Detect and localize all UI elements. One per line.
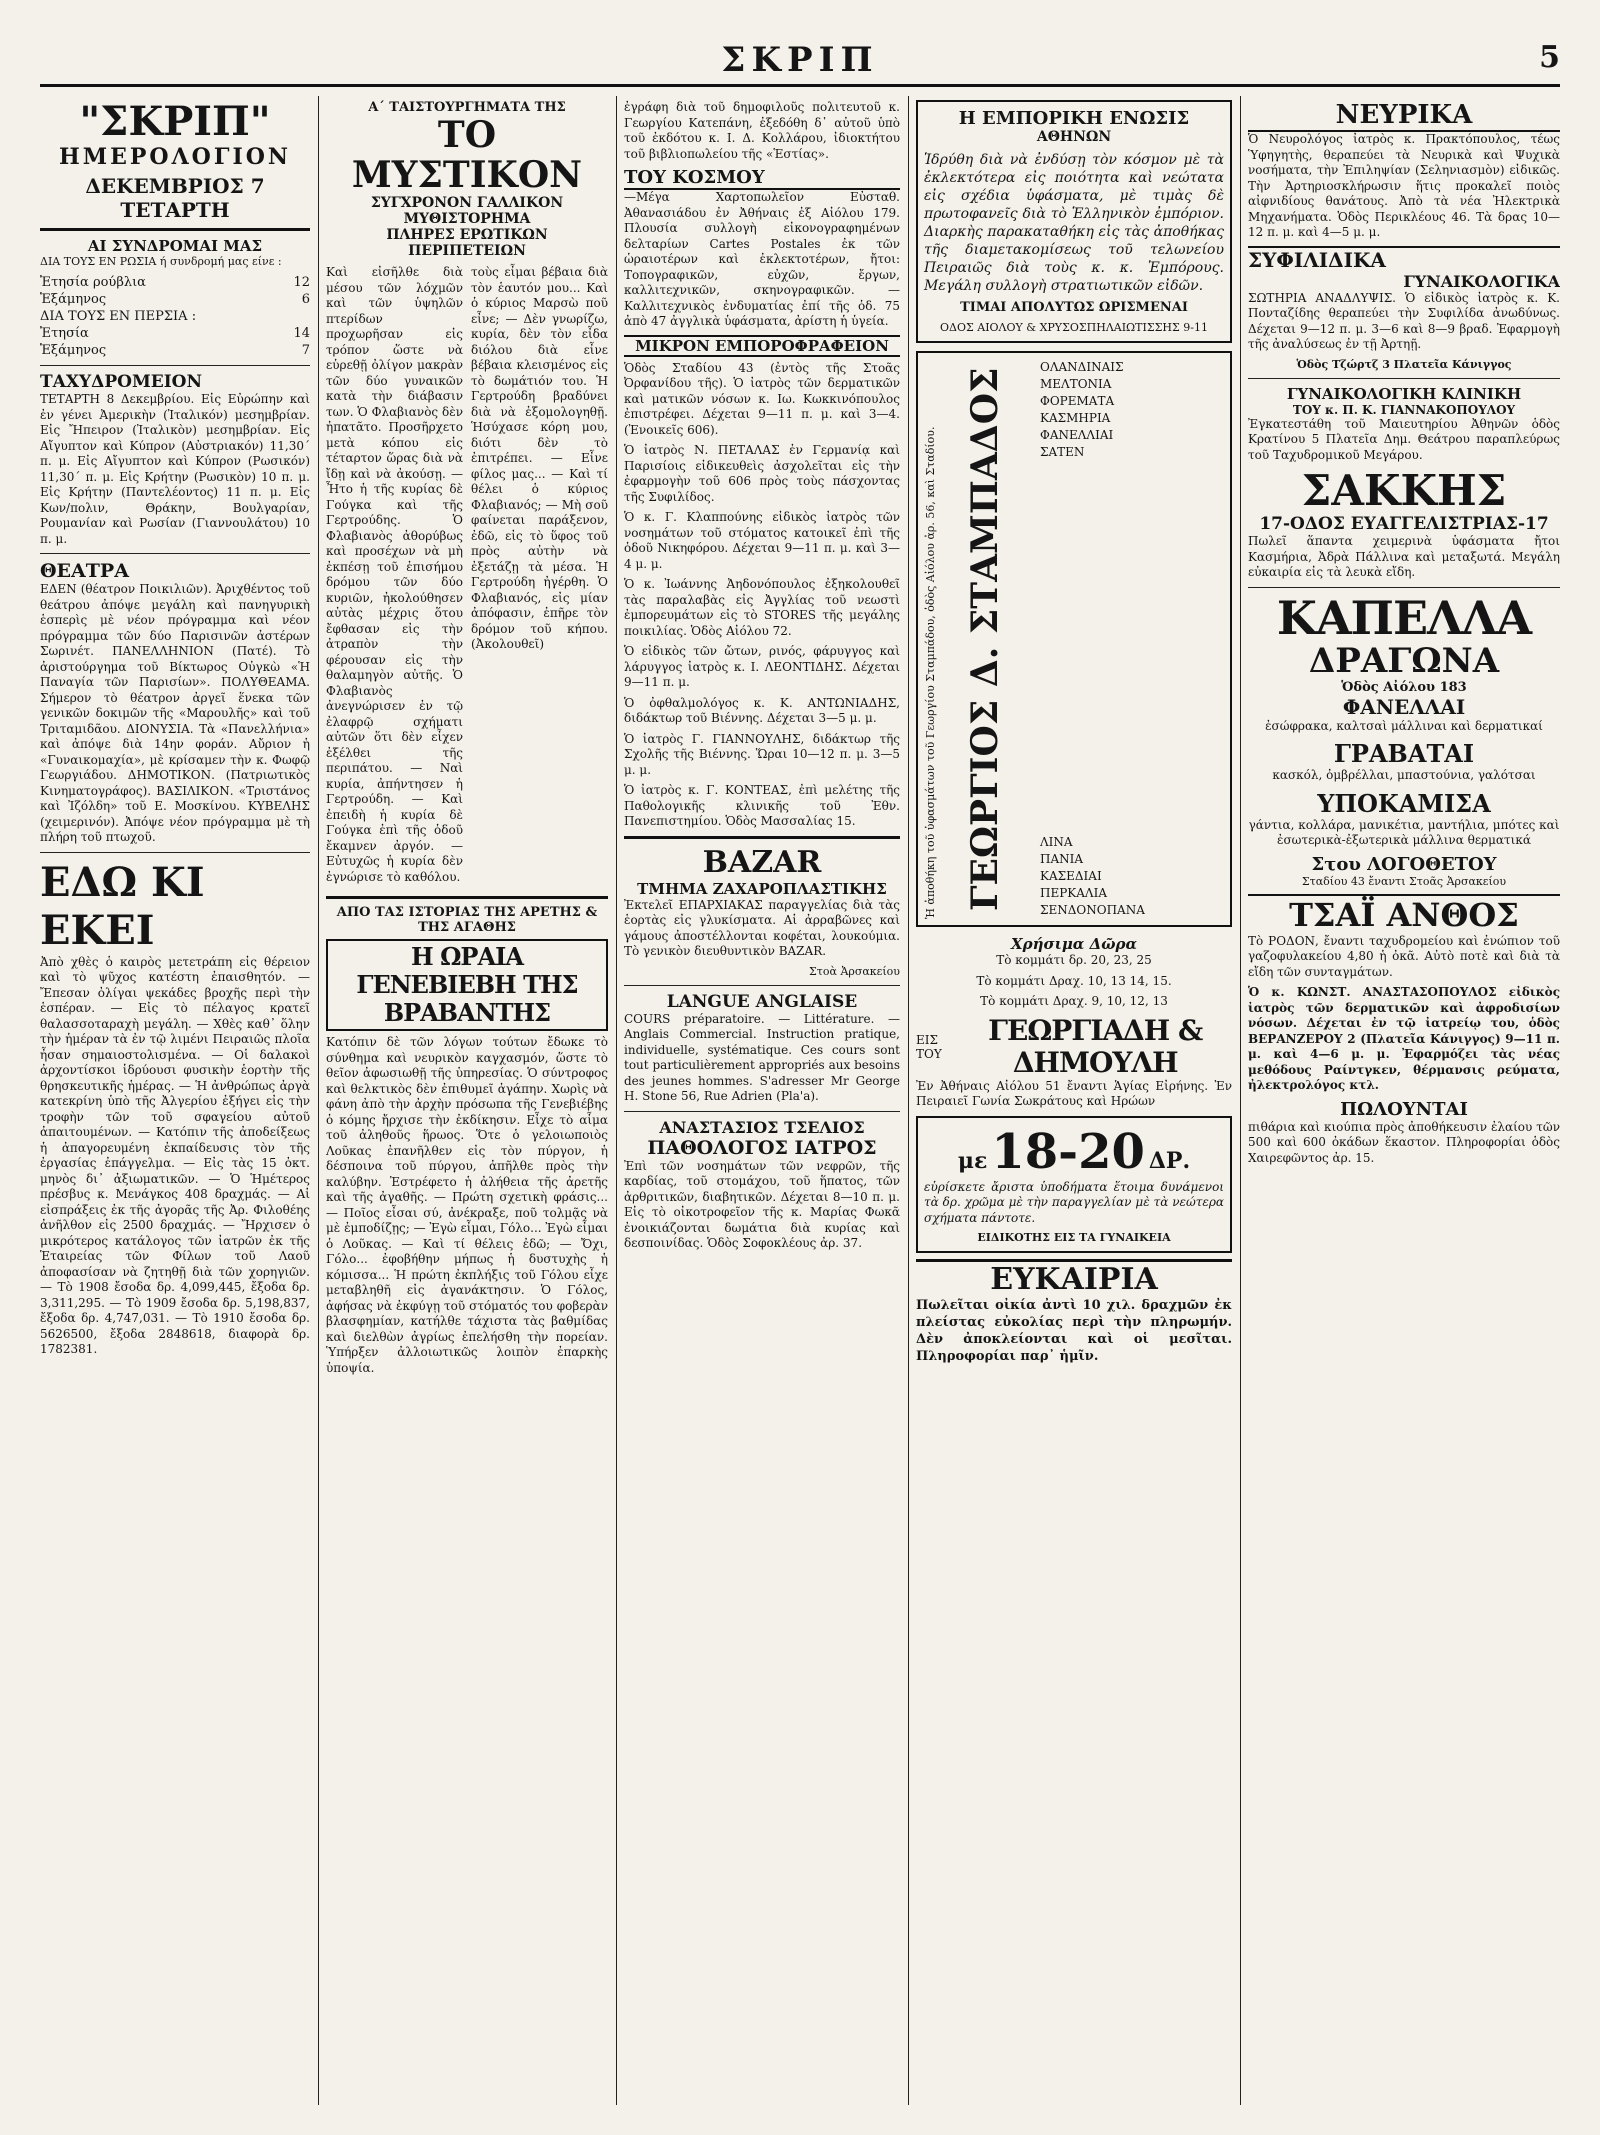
column-rule [318, 96, 319, 2105]
subscription-row: Ἐτησία 14 [40, 326, 310, 341]
intro-text: ἐγράφη διὰ τοῦ δημοφιλοῦς πολιτευτοῦ κ. Γεωργίου Κατεπάνη, ἐξεδόθη δ᾽ αὐτοῦ ὑπὸ τοῦ ἐκδότου κ. Ι. Δ. Κολλάρου, ἰδιοκτήτου τοῦ βιβλιοπωλείου τῆς «Ἑστίας». [624, 100, 900, 161]
small-ads-title: ΜΙΚΡΟΝ ΕΜΠΟΡΟΦΡΑΦΕΙΟΝ [624, 335, 900, 357]
divider [1248, 587, 1560, 588]
poloun-text: πιθάρια καὶ κιούπια πρὸς ἀποθήκευσιν ἐλαίου τῶν 500 καὶ 600 ὀκάδων ἕκαστον. Πληροφορίαι ὁδὸς Χαιρεφῶντος ἀρ. 15. [1248, 1119, 1560, 1165]
newspaper-title: ΣΚΡΙΠ [721, 40, 879, 80]
column-ads [916, 100, 1232, 2105]
dragona-title: ΔΡΑΓΩΝΑ [1308, 640, 1500, 681]
serial-headline: ΤΟ ΜΥΣΤΙΚΟΝ [351, 114, 583, 196]
enosis-ad [916, 100, 1232, 343]
masthead [40, 40, 1560, 87]
serial-text-a: Καὶ εἰσῆλθε διὰ μέσου τῶν λόχμῶν καὶ τῶν ὑψηλῶν πτερίδων προχωρῆσαν εἰς τρόπον ὥστε νὰ εὑρεθῇ ὀλίγον μακρὰν τῶν δύο γυναικῶν κατὰ τὴν διάβασιν των. Ὁ Φλαβιανὸς δὲν ἠπατᾶτο. Προσῆρχετο μετὰ κόπου εἰς τέταρτον ὥρας διὰ νὰ ἴδῃ καὶ νὰ ἀκούσῃ. — Ἦτο ἡ τῆς κυρίας δὲ Γούγκα καὶ τῆς Γερτρούδης. Ὁ Φλαβιανὸς ἀθορύβως καὶ προσέχων νὰ μὴ ἐκπέσῃ τοῦ ἐπισήμου δρόμου τῶν δύο κυριῶν, ἠκολούθησεν αὐτὰς μέχρις ὅτου ἔφθασαν εἰς τὴν ἀτραπὸν τὴν φέρουσαν εἰς τὴν θαλαμηγὸν αὐτῆς. Ὁ Φλαβιανὸς ἀνεγνώρισεν ἐν τῷ ἐλαφρῷ σχήματι αὐτῶν ὅτι δὲν εἶχεν ἐξέλθει τῆς περιπάτου. — Ναὶ κυρία, ἀπήντησεν ἡ Γερτρούδη. — Καὶ ἐπειδὴ ἡ κυρία δὲ Γούγκα ἐπὶ τῆς ὁδοῦ ἔκαμνεν ἀργόν. — Εὐτυχῶς ἡ κυρία δὲν ἐγνώρισε τὸ καθόλου. [326, 265, 463, 884]
georgiadi-address: Ἐν Ἀθήναις Αἰόλου 51 ἔναντι Ἁγίας Εἰρήνης. Ἐν Πειραιεῖ Γωνία Σωκράτους καὶ Ηρώων [916, 1078, 1232, 1108]
column-serials [326, 100, 608, 2105]
eukairia-text: Πωλεῖται οἰκία ἀντὶ 10 χιλ. δραχμῶν ἐκ πλείστας εὐκολίας περὶ τὴν πληρωμήν. Δὲν ἀποκλείονται καὶ οἱ μεσῖται. Πληροφορίαι παρ᾽ ἡμῖν. [916, 1298, 1232, 1364]
calendar-date: ΔΕΚΕΜΒΡΙΟΣ 7 ΤΕΤΑΡΤΗ [85, 174, 265, 222]
kapella-title: ΚΑΠΕΛΛΑ [1276, 590, 1532, 645]
teselios-subtitle: ΠΑΘΟΛΟΓΟΣ ΙΑΤΡΟΣ [647, 1136, 877, 1159]
stampados-goods [1034, 359, 1224, 919]
divider [1248, 378, 1560, 379]
subscription-row: Ἑξάμηνος 7 [40, 343, 310, 358]
nevrika-text: Ὁ Νευρολόγος ἰατρὸς κ. Πρακτόπουλος, τέως Ὑφηγητὴς, θεραπεύει τὰ Νευρικὰ καὶ Ψυχικὰ νοσήματα, τὴν Ἐπιληψίαν (Σεληνιασμὸν) εἰδικῶς. Τὴν Ἀρτηριοσκλήρωσιν ἥτις προκαλεῖ ποιὸς αἰφνιδίους θανάτους. Ἀπὸ τὰ νέα Ἠλεκτρικὰ Μηχανήματα. Ὁδὸς Περικλέους 46. Τὰ δρας 10—12 π. μ. καὶ 4—5 μ. μ. [1248, 132, 1560, 239]
column-calendar [40, 100, 310, 2105]
story-title: Η ΩΡΑΙΑ ΓΕΝΕΒΙΕΒΗ ΤΗΣ ΒΡΑΒΑΝΤΗΣ [326, 939, 608, 1031]
edo-ki-ekei-title: ΕΔΩ ΚΙ ΕΚΕΙ [40, 858, 205, 954]
divider [326, 896, 608, 899]
sakkis-text: Πωλεῖ ἅπαντα χειμερινὰ ὑφάσματα ἤτοι Κασμήρια, Ἀδρὰ Πάλλινα καὶ μεταξωτά. Μεγάλη εὐκαιρία εἰς τὰ λευκὰ εἴδη. [1248, 534, 1560, 579]
doctor-ad: Ὁ κ. Γ. Κλαππούνης εἰδικὸς ἰατρὸς τῶν νοσημάτων τοῦ στόματος κατοικεῖ ἐπὶ τῆς ὁδοῦ Νικηφόρου. Δέχεται 9—11 π. μ. καὶ 3—4 μ. μ. [624, 510, 900, 571]
story-text: Κατόπιν δὲ τῶν λόγων τούτων ἔδωκε τὸ σύνθημα καὶ νευρικὸν καγχασμόν, ὥστε τὸ θεῖον ἀφωσιωθῇ τῆς ὑπηρεσίας. Ὁ σύντροφος καὶ θελκτικὸς δὲν ἐπιθυμεῖ ἀγάπην. Χωρὶς νὰ φάνη ἀπὸ τὴν ἀρχὴν πρόσωπα τῆς Γενεβιέβης ὁ κόμης ἤρχισε τὴν ἐκδίκησιν. Εἶχε τὸ αἷμα τοῦ ἀληθοῦς ἥρωος. Ὅτε ὁ γελοιωποιὸς Λοῦκας ἐπανῆλθεν εἰς τὸν πύργον, ἡ δέσποινα τοῦ πύργου, ἀπῆλθε πρὸς τὴν καλύβην. Ἐστρέφετο ἡ ἀλήθεια τῆς ἀρετῆς καὶ τῆς ἀγαθῆς. — Πρώτη σχετικὴ φράσις... — Ποῖος εἶσαι σύ, ἀνέκραξε, ποῦ τολμᾷς νὰ μὲ ἐμποδίζῃς; — Ἐγὼ εἶμαι, Γόλο... Ἐγὼ εἶμαι ὁ Λοῦκας. — Καὶ τί θέλεις ἐδῶ; — Ὄχι, Γόλο... ἐφοβήθην μήπως ἡ δυστυχὴς ἡ κόμισσα... Ἡ πρώτη ἐκπλήξις τοῦ Γόλου εἶχε μεταβληθῆ εἰς ἀγανάκτησιν. Ὁ Γόλος, ἀφήσας νὰ ἐκφύγῃ τοῦ στόματός του φοβερὰν βλασφημίαν, κατήλθε τάχιστα τὰς βαθμίδας καὶ διελθὼν ἀγρίως ἐπελήσθη τὴν πορείαν. Ὑπήρξεν ἀλλοιωτικῶς λοιπὸν ἐπαρκὴς ὑποψία. [326, 1035, 608, 1375]
world-text: —Μέγα Χαρτοπωλεῖον Εὐσταθ. Ἀθανασιάδου ἐν Ἀθήναις ἐξ Αἰόλου 179. Πλουσία συλλογὴ εἰκονογραφημένων δελταρίων Cartes Postales ἐκ τῶν ὡραιοτέρων καὶ ἐκλεκτοτέρων, ἤτοι: Τοπογραφικῶν, εὐχῶν, ἔργων, καλλιτεχνικῶν, σκηνογραφικῶν. — Καλλιτεχνικὸς ἐνδυματίας ἐπί τῆς ὁδ. 75 ἀπὸ 47 ἀγγλικὰ ὑφάσματα, ἀρίστη ἡ ὑγεία. [624, 190, 900, 328]
subscriptions-table [40, 274, 310, 359]
syfilidika-title: ΣΥΦΙΛΙΔΙΚΑ [1248, 246, 1560, 272]
dragona-address: Ὁδὸς Αἰόλου 183 [1341, 679, 1467, 695]
anastasopoulos-ad: Ὁ κ. ΚΩΝΣΤ. ΑΝΑΣΤΑΣΟΠΟΥΛΟΣ εἰδικὸς ἰατρὸς τῶν δερματικῶν καὶ ἀφροδισίων νόσων. Δέχεται ἐν τῷ ἰατρείῳ του, ὁδὸς ΒΕΡΑΝΖΕΡΟΥ 2 (Πλατεῖα Κάνιγγος) 9—11 π. μ. καὶ 4—6 μ. μ. Ἐφαρμόζει τὰς νέας μεθόδους Ραίντγκεν, θέρμανσις ρεύματα, ἠλεκτρολόγος κτλ. [1248, 985, 1560, 1092]
serial-subhead: ΠΛΗΡΕΣ ΕΡΩΤΙΚΩΝ ΠΕΡΙΠΕΤΕΙΩΝ [386, 227, 548, 259]
poloun-title: ΠΩΛΟΥΝΤΑΙ [1340, 1098, 1468, 1120]
georgiadi-name: ΓΕΩΡΓΙΑΔΗ & ΔΗΜΟΥΛΗ [988, 1013, 1203, 1079]
doctor-ad: Ὁ κ. Ἰωάννης Ἀηδονόπουλος ἐξηκολουθεῖ τὰς παραλαβὰς εἰς Ἀγγλίας τοῦ νεωστὶ ἐμπορευμάτων εἰς τὸ STORES τῆς μεγάλης ποικιλίας. Ὁδὸς Αἰόλου 72. [624, 577, 900, 638]
subscription-row: Ἑξάμηνος 6 [40, 292, 310, 307]
page-number: 5 [1539, 40, 1560, 75]
divider [40, 365, 310, 366]
enosis-title: Η ΕΜΠΟΡΙΚΗ ΕΝΩΣΙΣ [958, 108, 1190, 129]
stampados-top-list: ΟΛΑΝΔΙΝΑΙΣ ΜΕΛΤΟΝΙΑ ΦΟΡΕΜΑΤΑ ΚΑΣΜΗΡΙΑ ΦΑΝΕΛΛΙΑΙ ΣΑΤΕΝ [1040, 360, 1124, 459]
subscriptions-russia: ΔΙΑ ΤΟΥΣ ΕΝ ΡΩΣΙΑ ή συνδρομή μας είνε : [40, 255, 282, 268]
column-news [624, 100, 900, 2105]
doctor-ad: Ὁ ἰατρὸς Ν. ΠΕΤΑΛΑΣ ἐν Γερμανίᾳ καὶ Παρισίοις εἰδικευθεὶς ἀσχολεῖται εἰς τὴν ἐφαρμογὴν τοῦ 606 πρὸς τοὺς πάσχοντας τῆς Συφιλίδος. [624, 443, 900, 504]
doctor-ad: Ὁ ἰατρὸς κ. Γ. ΚΟΝΤΕΑΣ, ἐπὶ μελέτης τῆς Παθολογικῆς κλινικῆς τοῦ Ἐθν. Πανεπιστημίου. Ὁδὸς Μασσαλίας 15. [624, 783, 900, 828]
flannel-title: ΦΑΝΕΛΛΑΙ [1342, 694, 1466, 719]
divider [624, 836, 900, 839]
doctor-ad: Ὁ ὀφθαλμολόγος κ. Κ. ΑΝΤΩΝΙΑΔΗΣ, διδάκτωρ τοῦ Βιέννης. Δέχεται 3—5 μ. μ. [624, 695, 900, 725]
bazar-text: Ἐκτελεῖ ΕΠΑΡΧΙΑΚΑΣ παραγγελίας διὰ τὰς ἑορτὰς εἰς γλυκίσματα. Αἱ ἀρραβῶνες καὶ γάμους ἀποστέλλονται κοφέται, λουκούμια. Τὸ γενικὸν διευθυντικὸν BAZAR. [624, 897, 900, 958]
gynaikologika-title: ΓΥΝΑΙΚΟΛΟΓΙΚΑ [1403, 271, 1560, 291]
enosis-city: ΑΘΗΝΩΝ [1036, 129, 1112, 145]
klinik-text: Ἐγκατεστάθη τοῦ Μαιευτηρίου Ἀθηνῶν ὁδὸς Κρατίνου 5 Πλατεῖα Δημ. Θεάτρου παραπλεύρως τοῦ Ταχυδρομικοῦ Μεγάρου. [1248, 416, 1560, 462]
subscription-row: Ἐτησία ρούβλια 12 [40, 275, 310, 290]
subscriptions-title: ΑΙ ΣΥΝΔΡΟΜΑΙ ΜΑΣ [87, 237, 263, 255]
gravates-text: κασκόλ, ὀμβρέλλαι, μπαστούνια, γαλότσαι [1272, 768, 1536, 782]
divider [624, 985, 900, 986]
doctor-ad: Ὁ εἰδικὸς τῶν ὤτων, ρινός, φάρυγγος καὶ λάρυγγος ἰατρὸς κ. Ι. ΛΕΟΝΤΙΔΗΣ. Δέχεται 9—11 π. μ. [624, 644, 900, 689]
divider [40, 852, 310, 853]
stampados-bottom-list: ΛΙΝΑ ΠΑΝΙΑ ΚΑΣΕΔΙΑΙ ΠΕΡΚΑΛΙΑ ΣΕΝΔΟΝΟΠΑΝΑ [1040, 835, 1145, 917]
gyn-address: Ὁδὸς Τζώρτζ 3 Πλατεῖα Κάνιγγος [1296, 357, 1512, 371]
gifts-row: Τὸ κομμάτι Δραχ. 9, 10, 12, 13 [980, 994, 1168, 1008]
gifts-row: Τὸ κομμάτι Δραχ. 10, 13 14, 15. [976, 973, 1172, 988]
gifts-title: Χρήσιμα Δῶρα [1010, 935, 1138, 953]
flannel-text: ἐσώφρακα, καλτσαὶ μάλλιναι καὶ δερματικαί [1265, 718, 1543, 733]
langue-title: LANGUE ANGLAISE [666, 991, 858, 1012]
teselios-title: ΑΝΑΣΤΑΣΙΟΣ ΤΣΕΛΙΟΣ [659, 1117, 865, 1137]
doctor-ad: Ὁ ἰατρὸς Γ. ΓΙΑΝΝΟΥΛΗΣ, διδάκτωρ τῆς Σχολῆς τῆς Βιέννης. Ὥραι 10—12 π. μ. 3—5 μ. μ. [624, 731, 900, 777]
column-rule [908, 96, 909, 2105]
logothetou-address: Σταδίου 43 ἔναντι Στοᾶς Ἀρσακείου [1301, 874, 1507, 888]
column-rule [616, 96, 617, 2105]
shoes-price: με 18-20 ΔΡ. [957, 1123, 1191, 1180]
bazar-title: BAZAR [702, 844, 822, 880]
klinik-title: ΓΥΝΑΙΚΟΛΟΓΙΚΗ ΚΛΙΝΙΚΗ [1286, 384, 1522, 403]
bazar-signature: Στοὰ Ἀρσακείου [809, 964, 900, 978]
theatres-title: ΘΕΑΤΡΑ [40, 560, 129, 582]
eukairia-title: ΕΥΚΑΙΡΙΑ [916, 1259, 1232, 1297]
enosis-address: ΟΔΟΣ ΑΙΟΛΟΥ & ΧΡΥΣΟΣΠΗΛΑΙΩΤΙΣΣΗΣ 9-11 [940, 321, 1208, 334]
doctor-ad: Ὁδὸς Σταδίου 43 (ἐντὸς τῆς Στοᾶς Ὀρφανίδου τῆς). Ὁ ἰατρὸς τῶν δερματικῶν καὶ ματικῶν νόσων κ. Ιω. Κωκκινόπουλος ἐπιστρέφει. Δέχεται 9—11 π. μ. καὶ 3—4. (Ἐνοικεῖς 606). [624, 360, 900, 437]
shoes-specialty: ΕΙΔΙΚΟΤΗΣ ΕΙΣ ΤΑ ΓΥΝΑΙΚΕΙΑ [977, 1231, 1171, 1244]
divider [40, 228, 310, 231]
ypokamisa-text: γάντια, κολλάρα, μανικέτια, μαντήλια, μπότες καὶ ἐσωτερικὰ-ἐξωτερικὰ μάλλινα θερματικά [1248, 817, 1560, 847]
theatres-text: ΕΔΕΝ (θέατρον Ποικιλιῶν). Ἀριχθέντος τοῦ θεάτρου ἀπόψε μεγάλη καὶ πανηγυρικὴ ἑσπερὶς μὲ νέον πρόγραμμα καὶ νέον πρόγραμμα τῶν δύο Παρισινῶν ἀστέρων Σωρινέτ. ΠΑΝΕΛΛΗΝΙΟΝ (Πατέ). Τὸ ἀριστούργημα τοῦ Βίκτωρος Οὐγκὼ «Ἡ Παναγία τῶν Παρισίων». ΠΟΛΥΘΕΑΜΑ. Σήμερον τὸ θέατρον ἀργεῖ ἕνεκα τῶν γενικῶν δοκιμῶν τῆς «Μαρουλῆς» καὶ τοῦ Τριταμιδᾶου. ΔΙΟΝΥΣΙΑ. Τὰ «Πανελλήνια» καὶ ἀπόψε διὰ 14ην φοράν. Αὔριον ἡ «Γυναικομαχία», μὲ κρίσαμεν τὴν κ. Φωφῷ Γεωργιάδου. ΔΗΜΟΤΙΚΟΝ. (Πατριωτικὸς Κινηματογράφος). ΒΑΣΙΛΙΚΟΝ. «Τριστάνος καὶ Ἰζόλδη» τοῦ Ε. Μοσκίνου. ΚΥΒΕΛΗΣ (χειμερινόν). Ἀπόψε νέον πρόγραμμα μὲ τὴ πλήρη τοῦ πτωχοῦ. [40, 582, 310, 844]
serial-text-b: τοὺς εἶμαι βέβαια διὰ τὸν ἑαυτόν μου... Καὶ ὁ κύριος Μαρσὼ ποῦ εἶνε; — Δὲν γνωρίζω, κυρία, δὲν τὸν εἶδα διόλου διὰ εἶνε βέβαια κλεισμένος εἰς τὸ δωμάτιόν του. Ἡ Γερτρούδη βραδύνει διὰ νὰ ἐξομολογηθῇ. Ἡσύχασε κόρη μου, διότι δὲν τὸ ἐπιτρέπει. — Εἶνε φίλος μας... — Καὶ τί θέλει ὁ κύριος Φλαβιανός; — Μὴ σοῦ φαίνεται παράξενον, ἐδῶ, εἰς τὸ ὕφος τοῦ πρὸς αὐτὴν νὰ ἐξετάζῃ τὰ μέσα. Ἡ Γερτρούδη ἠγέρθη. Ὁ Φλαβιανός, εἰς μίαν ἀπόφασιν, ἐπῆρε τὸν δρόμον τοῦ κήπου. (Ἀκολουθεῖ) [471, 265, 608, 651]
georgiadi-prefix: ΕΙΣ ΤΟΥ [916, 1032, 942, 1061]
story-kicker: ΑΠΟ ΤΑΣ ΙΣΤΟΡΙΑΣ ΤΗΣ ΑΡΕΤΗΣ & ΤΗΣ ΑΓΑΘΗΣ [336, 905, 598, 935]
gyn-text: ΣΩΤΗΡΙΑ ΑΝΑΔΛΥΨΙΣ. Ὁ εἰδικὸς ἰατρὸς κ. Κ. Πονταζίδης θεραπεύει τὴν Συφιλίδα ἀνωδύνως. Δέχεται 9—12 π. μ. 3—6 καὶ 8—9 βραδ. Ἐφαρμογὴ τῆς ἀναλύσεως ἐν τῇ Ἀρτηῇ. [1248, 290, 1560, 351]
gifts-row: Τὸ κομμάτι δρ. 20, 23, 25 [996, 953, 1152, 967]
shoes-ad [916, 1116, 1232, 1254]
georgiadi-ad [916, 1015, 1232, 1079]
divider [40, 553, 310, 554]
subscription-row: ΔΙΑ ΤΟΥΣ ΕΝ ΠΕΡΣΙΑ : [40, 309, 197, 324]
logothetou-name: Στου ΛΟΓΟΘΕΤΟΥ [1311, 853, 1497, 875]
enosis-text: Ἱδρύθη διὰ νὰ ἐνδύσῃ τὸν κόσμον μὲ τὰ ἐκλεκτότερα εἰς ποιότητα καὶ νεώτατα εἰς σχέδια ὑφάσματα, μὲ τιμὰς δὲ πρωτοφανεῖς διὰ τὸ Ἑλληνικὸν ἐμπόριον. Διαρκὴς παρακαταθήκη εἰς τὰς ἀποθήκας τῆς διαμετακομίσεως τοῦ τελωνείου Πειραιῶς διὰ τοὺς κ. κ. Ἐμπόρους. Μεγάλη συλλογὴ στρατιωτικῶν εἰδῶν. [924, 152, 1224, 294]
tsai-text: Τὸ ΡΟΔΟΝ, ἔναντι ταχυδρομείου καὶ ἐνώπιον τοῦ γαζοφυλακείου 4,80 ἡ ὀκᾶ. Αὐτὸ ποτὲ καὶ διὰ τὰ εἴδη τῶν συνταγμάτων. [1248, 933, 1560, 979]
world-title: ΤΟΥ ΚΟΣΜΟΥ [624, 167, 900, 190]
column-rule [1240, 96, 1241, 2105]
calendar-subtitle: ΗΜΕΡΟΛΟΓΙΟΝ [58, 144, 292, 170]
nevrika-title: ΝΕΥΡΙΚΑ [1248, 100, 1560, 132]
stampados-name: ΓΕΩΡΓΙΟΣ Δ. ΣΤΑΜΠΑΔΟΣ [964, 367, 1006, 911]
column-ads-right [1248, 100, 1560, 2105]
sakkis-address: 17-ΟΔΟΣ ΕΥΑΓΓΕΛΙΣΤΡΙΑΣ-17 [1259, 514, 1549, 534]
sakkis-title: ΣΑΚΚΗΣ [1301, 466, 1507, 515]
enosis-prices: ΤΙΜΑΙ ΑΠΟΛΥΤΩΣ ΩΡΙΣΜΕΝΑΙ [960, 300, 1188, 315]
stampados-vertical-text: Ἡ ἀποθήκη τοῦ ὑφασμάτων τοῦ Γεωργίου Σταμπάδου, ὁδὸς Αἰόλου ἀρ. 56, καὶ Σταδίου. [924, 426, 937, 919]
gravates-title: ΓΡΑΒΑΤΑΙ [1333, 739, 1475, 768]
post-office-title: ΤΑΧΥΔΡΟΜΕΙΟΝ [40, 372, 203, 392]
post-office-text: ΤΕΤΑΡΤΗ 8 Δεκεμβρίου. Εἰς Εὐρώπην καὶ ἐν γένει Ἀμερικὴν (Ἰταλικόν) μεσημβρίαν. Εἰς Ἤπειρον (Ἰταλικὸν) μεσημβρίαν. Εἰς Αἴγυπτον καὶ Κύπρον (Αὐστριακόν) 11,30΄ π. μ. Εἰς Αἴγυπτον καὶ Κύπρον (Ρωσικόν) 11,30΄ π. μ. Εἰς Κρήτην (Ρωσικὸν) 10 π. μ. Εἰς Κρήτην (Παντελέοντος) 11 π. μ. Εἰς Κων/πολιν, Θράκην, Βουλγαρίαν, Ρουμανίαν καὶ Ρωσίαν (Γιαννουλάτου) 10 π. μ. [40, 392, 310, 546]
calendar-logo: "ΣΚΡΙΠ" [79, 100, 271, 145]
klinik-subtitle: ΤΟΥ κ. Π. Κ. ΓΙΑΝΝΑΚΟΠΟΥΛΟΥ [1292, 402, 1516, 417]
serial-body [326, 265, 608, 890]
edo-ki-ekei-text: Ἀπὸ χθὲς ὁ καιρὸς μετετράπη εἰς θέρειον καὶ τὸ ψῦχος κατέστη ἐπαισθητόν. — Ἔπεσαν ὀλίγαι ψεκάδες βροχῆς περὶ τὴν ἑσπέραν. — Εἰς τὸ πέλαγος κρατεῖ θαλασσοταραχὴ μεγάλη. — Χθὲς καθ᾽ ὅλην τὴν ἡμέραν τὰ ἐν τῷ λιμένι Πειραιῶς πλοῖα ἦσαν σημαιοστολισμένα. — Οἱ δαλακοὶ ἀρχοντίσκοι ἱδρύουσι φυσικὴν ἑορτὴν τῆς θρησκευτικῆς ἡμέρας. — Ἡ ἀνθρώπως ἀργὰ κατεκρίνη ὑπὸ τῆς Ἀλγερίου ἐξήγει εἰς τὴν τροφὴν τῶν τοῦ σφαγείου αὐτοῦ ἀπαιτουμένων. — Κατόπιν τῆς ἀποδείξεως ἡ ἀπαγορευμένη ἐκπαίδευσις τὸν τῆς ἐργασίας ἐπάγγελμα. — Εἰς τὰς 15 ὀκτ. μηνὸς δι᾽ ἀξιωματικῶν. — Ὁ Ἡμέτερος πρέσβυς κ. Μενάγκος 408 δραχμάς. — Αἱ εἰσπράξεις ἐκ τῆς ἀγορᾶς τῆς Ἀρ. Φιλοθέης ἀνῆλθον εἰς 2500 δραχμάς. — Ἤρχισεν ὁ μικρότερος κατάλογος τῶν ἰατρῶν ἐκ τῆς Ἑταιρείας τῶν Φίλων τοῦ Λαοῦ ἀποφασίσαν νὰ ζητηθῇ διὰ τῶν χορηγιῶν. — Τὸ 1908 ἔσοδα δρ. 4,099,445, ἔξοδα δρ. 3,311,295. — Τὸ 1909 ἔσοδα δρ. 5,198,837, ἔξοδα δρ. 4,747,031. — Τὸ 1910 ἔσοδα δρ. 5626500, ἔξοδα 2848618, διαφορὰ δρ. 1782381. [40, 954, 310, 1356]
stampados-ad [916, 351, 1232, 927]
shoes-text: εὑρίσκετε ἄριστα ὑποδήματα ἕτοιμα δυνάμενοι τὰ δρ. χρῶμα μὲ τὴν παραγγελίαν μὲ τὰ νεώτερα σχήματα πάντοτε. [924, 1179, 1224, 1225]
serial-kicker: Α΄ ΤΑΙΣΤΟΥΡΓΗΜΑΤΑ ΤΗΣ [368, 100, 566, 115]
serial-subhead: ΣΥΓΧΡΟΝΟΝ ΓΑΛΛΙΚΟΝ ΜΥΘΙΣΤΟΡΗΜΑ [370, 195, 564, 227]
langue-text: COURS préparatoire. — Littérature. — Anglais Commercial. Instruction pratique, individuelle, systématique. Ces cours sont tout particulièrement appropriés aux besoins des jeunes hommes. S'adresser Mr George H. Stone 56, Rue Adrien (Pla'a). [624, 1011, 900, 1103]
bazar-subtitle: ΤΜΗΜΑ ΖΑΧΑΡΟΠΛΑΣΤΙΚΗΣ [637, 879, 887, 898]
teselios-text: Ἐπὶ τῶν νοσημάτων τῶν νεφρῶν, τῆς καρδίας, τοῦ στομάχου, τοῦ ἥπατος, τῶν ἀρθριτικῶν, διαβητικῶν. Δέχεται 8—10 π. μ. Εἰς τὸ οἰκοτροφεῖον τῆς κ. Μαρίας Φωκᾶ ἐνοικιάζονται δωμάτια διὰ κυρίας καὶ δεσποινίδας. Ὁδὸς Σοφοκλέους ἀρ. 37. [624, 1158, 900, 1250]
divider [624, 1111, 900, 1112]
tsai-title: ΤΣΑΪ ΑΝΘΟΣ [1248, 894, 1560, 934]
ypokamisa-title: ΥΠΟΚΑΜΙΣΑ [1317, 788, 1491, 818]
